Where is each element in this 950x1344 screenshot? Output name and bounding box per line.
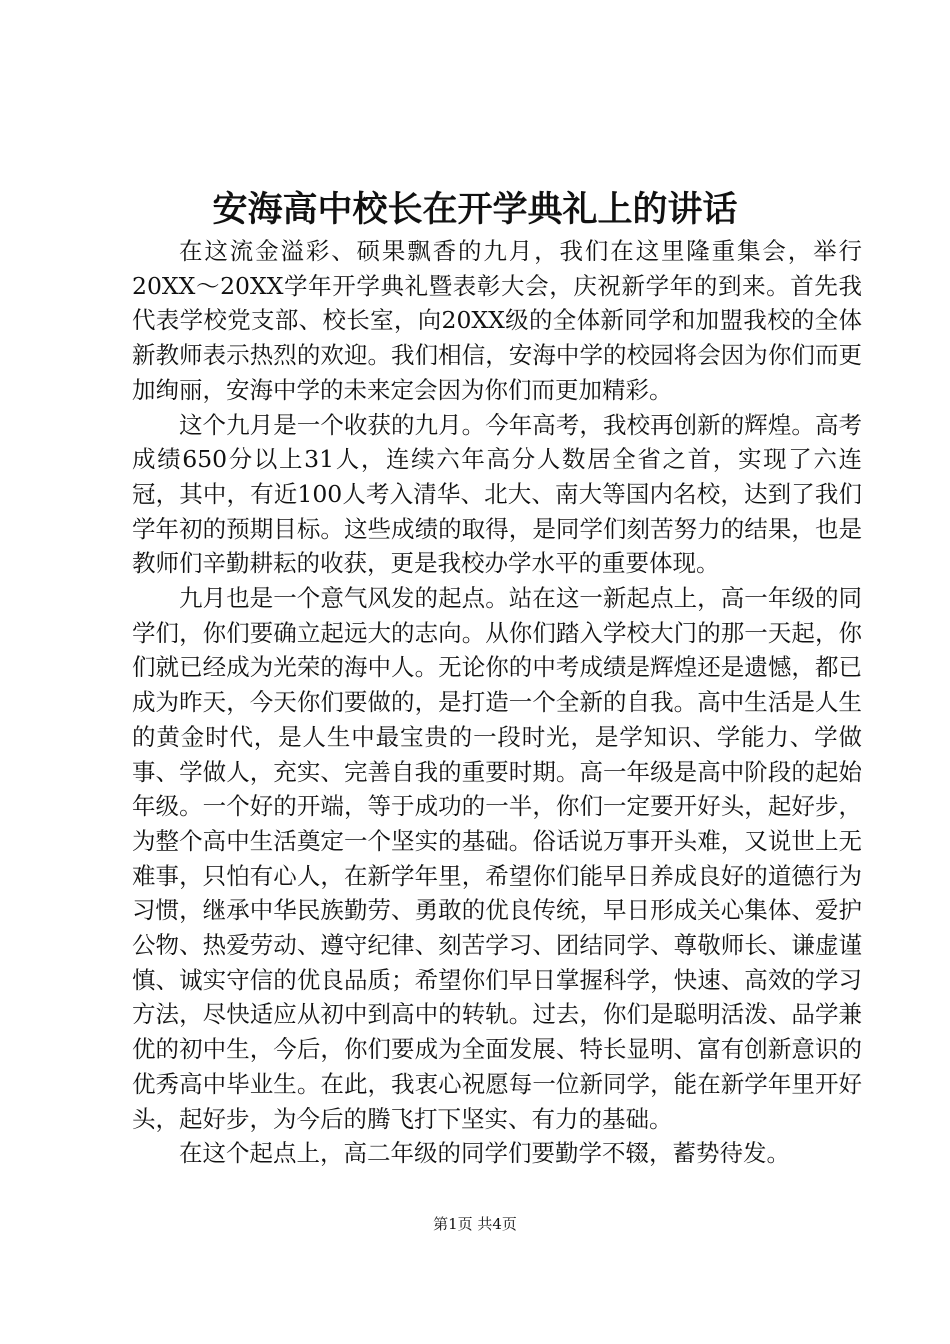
paragraph-2: 这个九月是一个收获的九月。今年高考，我校再创新的辉煌。高考成绩650分以上31人，连续六年高分人数居全省之首，实现了六连冠，其中，有近100人考入清华、北大、南大等国内名校，达到了我们学年初的预期目标。这些成绩的取得，是同学们刻苦努力的结果，也是教师们辛勤耕耘的收获，更是我校办学水平的重要体现。: [132, 410, 862, 578]
document-body: [132, 234, 862, 1171]
page-title: 安海高中校长在开学典礼上的讲话: [212, 189, 738, 230]
paragraph-4: 在这个起点上，高二年级的同学们要勤学不辍，蓄势待发。: [179, 1139, 790, 1168]
paragraph-1: 在这流金溢彩、硕果飘香的九月，我们在这里隆重集会，举行20XX～20XX学年开学典礼暨表彰大会，庆祝新学年的到来。首先我代表学校党支部、校长室，向20XX级的全体新同学和加盟我校的全体新教师表示热烈的欢迎。我们相信，安海中学的校园将会因为你们而更加绚丽，安海中学的未来定会因为你们而更加精彩。: [132, 237, 862, 404]
paragraph-3: 九月也是一个意气风发的起点。站在这一新起点上，高一年级的同学们，你们要确立起远大的志向。从你们踏入学校大门的那一天起，你们就已经成为光荣的海中人。无论你的中考成绩是辉煌还是遗憾，都已成为昨天，今天你们要做的，是打造一个全新的自我。高中生活是人生的黄金时代，是人生中最宝贵的一段时光，是学知识、学能力、学做事、学做人，充实、完善自我的重要时期。高一年级是高中阶段的起始年级。一个好的开端，等于成功的一半，你们一定要开好头，起好步，为整个高中生活奠定一个坚实的基础。俗话说万事开头难，又说世上无难事，只怕有心人，在新学年里，希望你们能早日养成良好的道德行为习惯，继承中华民族勤劳、勇敢的优良传统，早日形成关心集体、爱护公物、热爱劳动、遵守纪律、刻苦学习、团结同学、尊敬师长、谦虚谨慎、诚实守信的优良品质；希望你们早日掌握科学，快速、高效的学习方法，尽快适应从初中到高中的转轨。过去，你们是聪明活泼、品学兼优的初中生，今后，你们要成为全面发展、特长显明、富有创新意识的优秀高中毕业生。在此，我衷心祝愿每一位新同学，能在新学年里开好头，起好步，为今后的腾飞打下坚实、有力的基础。: [132, 584, 862, 1133]
page-footer: 第1页 共4页: [433, 1215, 517, 1233]
